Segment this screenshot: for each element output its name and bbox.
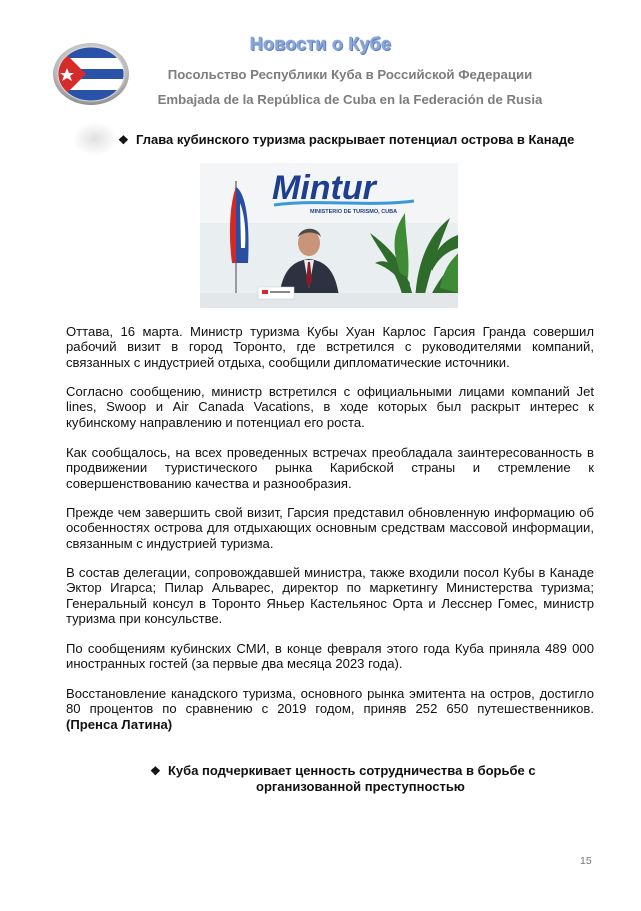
newsletter-title: Новости о Кубе: [249, 34, 392, 54]
article-paragraph: Согласно сообщению, министр встретился с официальными лицами компаний Jet lines, Swoop и Air Canada Vacations, в ходе которых был раскрыт интерес к кубинскому направлению и потенциал его роста.: [66, 384, 594, 430]
article-paragraph-last: [66, 686, 594, 732]
article-paragraph: В состав делегации, сопровождавшей министра, также входили посол Кубы в Канаде Эктор Игарса; Пилар Альварес, директор по маркетингу Министерства туризма; Генеральный консул в Торонто Яньер Кастельянос Орта и Лесснер Гомес, министр туризма при консульстве.: [66, 565, 594, 627]
next-article-headline-line2: организованной преступностью: [256, 779, 465, 794]
embassy-name-spanish: Embajada de la República de Cuba en la Federación de Rusia: [157, 92, 543, 107]
article-source: (Пренса Латина): [66, 716, 173, 732]
decorative-blur: [72, 122, 118, 156]
embassy-name-russian: Посольство Республики Куба в Российской Федерации: [167, 67, 533, 82]
next-article-headline-line1: Куба подчеркивает ценность сотрудничества в борьбе с: [168, 763, 536, 778]
article-headline-text: Глава кубинского туризма раскрывает потенциал острова в Канаде: [136, 132, 575, 147]
article-paragraph: Прежде чем завершить свой визит, Гарсия представил обновленную информацию об особенностях острова для отдыхающих основным средствам массовой информации, связанным с индустрией туризма.: [66, 505, 594, 551]
article-paragraph: Как сообщалось, на всех проведенных встречах преобладала заинтересованность в продвижении туристического рынка Карибской страны и стремление к совершенствованию качества и разнообразия.: [66, 445, 594, 491]
diamond-bullet-icon: ❖: [150, 764, 161, 778]
article-paragraph: Оттава, 16 марта. Министр туризма Кубы Хуан Карлос Гарсия Гранда совершил рабочий визит в город Торонто, где встретился с руководителями компаний, связанных с индустрией отдыха, сообщили дипломатические источники.: [66, 324, 594, 370]
article-paragraph: По сообщениям кубинских СМИ, в конце февраля этого года Куба приняла 489 000 иностранных гостей (за первые два месяца 2023 года).: [66, 641, 594, 672]
diamond-bullet-icon: ❖: [118, 133, 129, 147]
next-article-headline: [150, 763, 570, 795]
article-photo: [200, 163, 458, 308]
article-headline: [118, 132, 598, 147]
article-paragraph-text: Восстановление канадского туризма, основного рынка эмитента на остров, достигло 80 процентов по сравнению с 2019 годом, приняв 252 650 путешественников.: [66, 686, 594, 717]
mintur-sign: Mintur: [272, 169, 376, 207]
mintur-sign-subtitle: MINISTERIO DE TURISMO, CUBA: [310, 209, 398, 215]
page-number: 15: [580, 855, 592, 867]
